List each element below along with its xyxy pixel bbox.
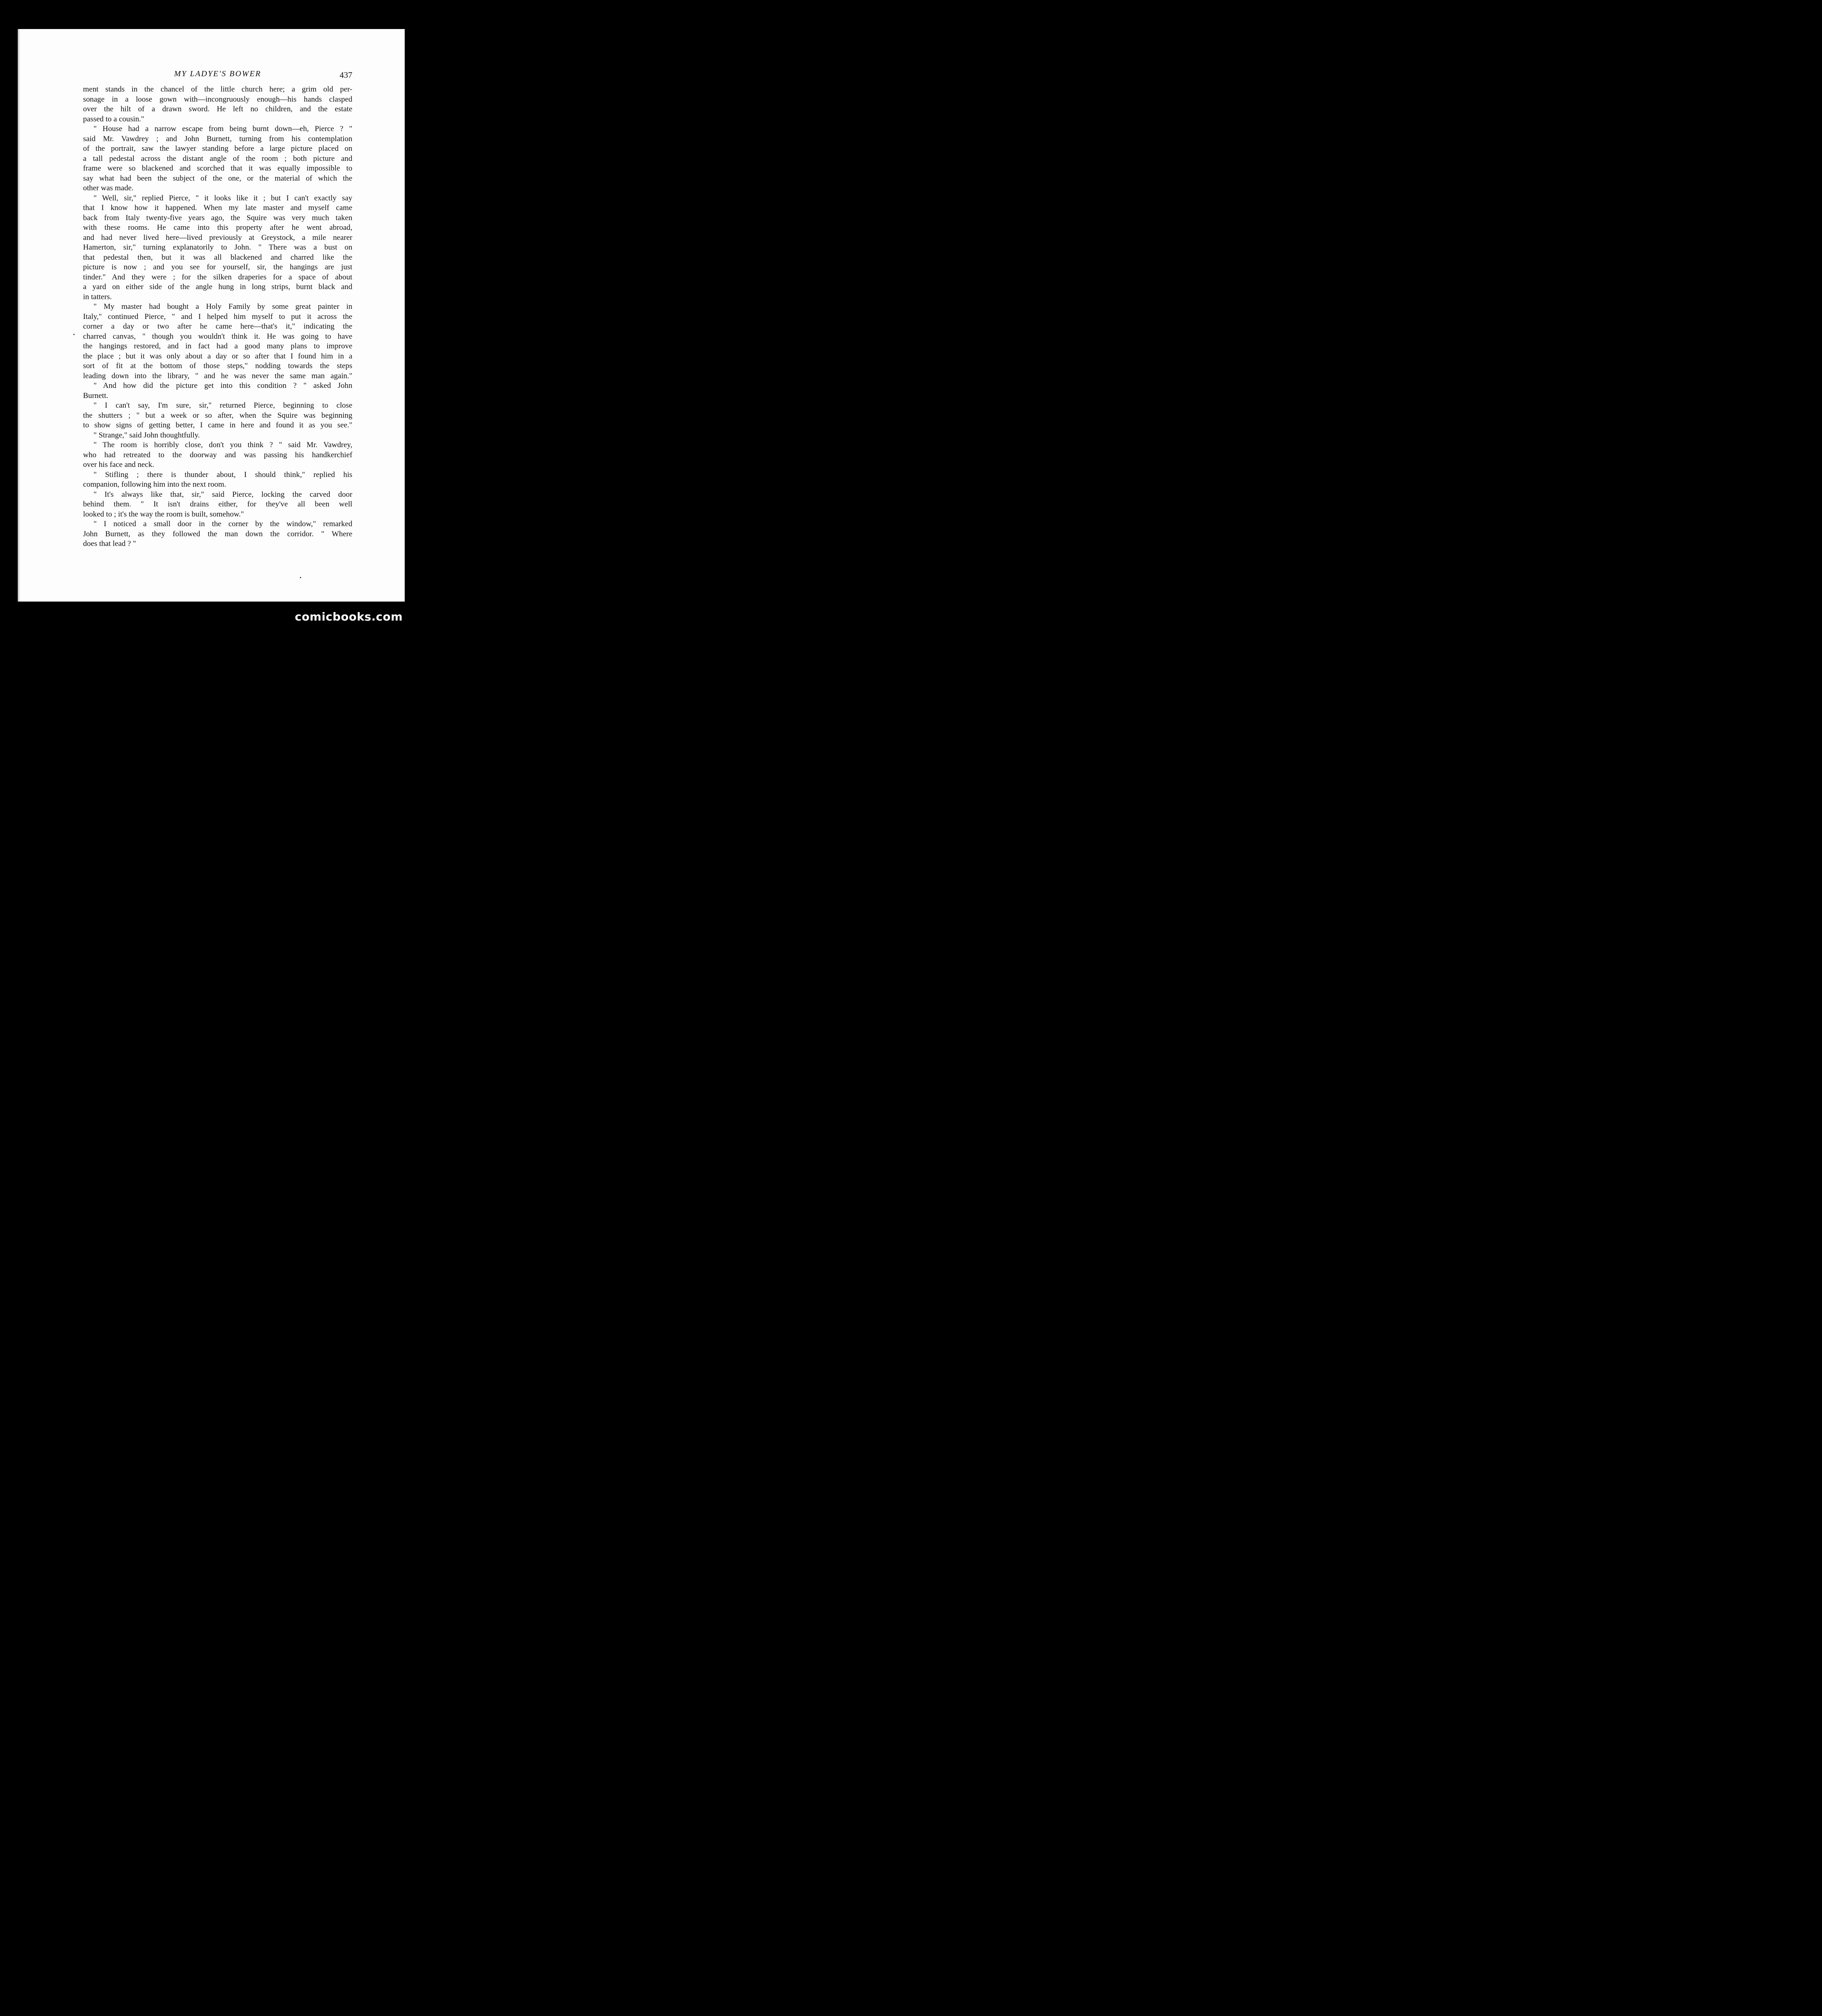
text-line: does that lead ? " (83, 539, 136, 548)
text-line: other was made. (83, 184, 134, 192)
text-line: picture is now ; and you see for yourself, sir, the hangings are just (83, 263, 352, 271)
text-line: said Mr. Vawdrey ; and John Burnett, turning from his contemplation (83, 134, 352, 143)
watermark: comicbooks.com (295, 610, 403, 623)
text-line: " It's always like that, sir," said Pierce, locking the carved door (94, 490, 352, 499)
text-line: behind them. " It isn't drains either, for they've all been well (83, 500, 352, 508)
text-line: " I noticed a small door in the corner by the window," remarked (94, 520, 352, 528)
bottom-speck (300, 577, 301, 578)
text-line: " Stifling ; there is thunder about, I should think," replied his (94, 470, 352, 479)
text-line: Hamerton, sir," turning explanatorily to John. " There was a bust on (83, 243, 352, 252)
text-line: a tall pedestal across the distant angle of the room ; both picture and (83, 154, 352, 163)
text-line: that I know how it happened. When my late master and myself came (83, 204, 352, 212)
text-line: ment stands in the chancel of the little church here; a grim old per- (83, 85, 352, 94)
text-line: " The room is horribly close, don't you think ? " said Mr. Vawdrey, (94, 441, 352, 449)
text-line: and had never lived here—lived previously at Greystock, a mile nearer (83, 233, 352, 242)
text-line: sonage in a loose gown with—incongruously enough—his hands clasped (83, 95, 352, 104)
page-gutter-shadow (18, 29, 20, 602)
text-line: " My master had bought a Holy Family by some great painter in (94, 302, 352, 311)
running-title: MY LADYE'S BOWER (174, 69, 262, 78)
text-line: over his face and neck. (83, 460, 154, 469)
text-line: " And how did the picture get into this condition ? " asked John (94, 381, 352, 390)
margin-speck (73, 334, 75, 335)
text-line: who had retreated to the doorway and was passing his handkerchief (83, 450, 352, 459)
page-header (83, 69, 352, 80)
text-line: charred canvas, " though you wouldn't think it. He was going to have (83, 332, 352, 341)
text-line: tinder." And they were ; for the silken draperies for a space of about (83, 273, 352, 281)
text-line: a yard on either side of the angle hung in long strips, burnt black and (83, 283, 352, 291)
text-line: of the portrait, saw the lawyer standing before a large picture placed on (83, 144, 352, 153)
text-line: companion, following him into the next room. (83, 480, 226, 489)
text-line: the shutters ; " but a week or so after, when the Squire was beginning (83, 411, 352, 420)
body-text (83, 85, 352, 549)
text-line: with these rooms. He came into this property after he went abroad, (83, 223, 352, 232)
text-line: " House had a narrow escape from being burnt down—eh, Pierce ? " (94, 125, 352, 133)
text-line: Italy," continued Pierce, " and I helped him myself to put it across the (83, 312, 352, 321)
text-line: to show signs of getting better, I came in here and found it as you see." (83, 421, 352, 429)
text-line: " I can't say, I'm sure, sir," returned Pierce, beginning to close (94, 401, 352, 410)
text-line: the place ; but it was only about a day or so after that I found him in a (83, 352, 352, 360)
text-line: leading down into the library, " and he was never the same man again." (83, 371, 352, 380)
text-line: in tatters. (83, 292, 112, 301)
text-line: say what had been the subject of the one, or the material of which the (83, 174, 352, 183)
text-line: " Well, sir," replied Pierce, " it looks like it ; but I can't exactly say (94, 194, 352, 202)
text-line: that pedestal then, but it was all blackened and charred like the (83, 253, 352, 262)
text-line: frame were so blackened and scorched that it was equally impossible to (83, 164, 352, 173)
text-line: John Burnett, as they followed the man down the corridor. " Where (83, 529, 352, 538)
text-line: the hangings restored, and in fact had a good many plans to improve (83, 342, 352, 350)
text-line: looked to ; it's the way the room is built, somehow." (83, 510, 244, 519)
text-line: sort of fit at the bottom of those steps," nodding towards the steps (83, 362, 352, 370)
text-line: " Strange," said John thoughtfully. (94, 431, 200, 439)
text-line: passed to a cousin." (83, 115, 144, 123)
text-line: Burnett. (83, 391, 108, 400)
text-line: corner a day or two after he came here—that's it," indicating the (83, 322, 352, 331)
page-number: 437 (339, 70, 352, 80)
text-line: back from Italy twenty-five years ago, the Squire was very much taken (83, 213, 352, 222)
text-line: over the hilt of a drawn sword. He left no children, and the estate (83, 105, 352, 113)
